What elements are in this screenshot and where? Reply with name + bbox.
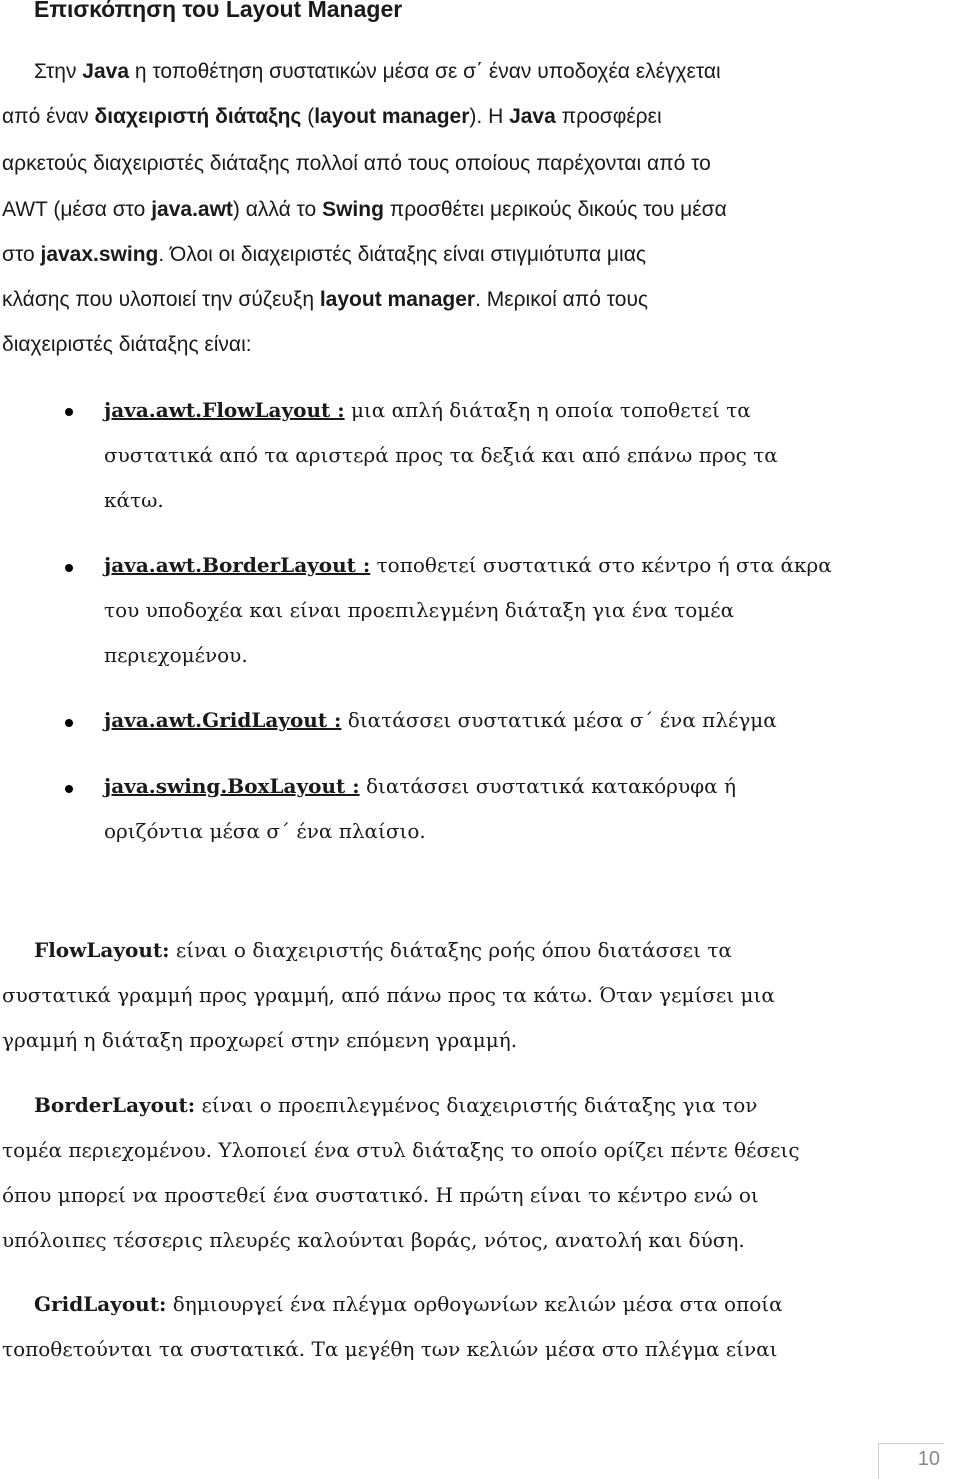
bullet-borderlayout-line-2: του υποδοχέα και είναι προεπιλεγμένη διάταξη για ένα τομέα xyxy=(104,598,735,622)
page-number-rule xyxy=(878,1443,944,1444)
intro-line-5: στο javax.swing. Όλοι οι διαχειριστές διάταξης είναι στιγμιότυπα μιας xyxy=(2,243,646,266)
borderlayout-paragraph-line-4: υπόλοιπες τέσσερις πλευρές καλούνται βοράς, νότος, ανατολή και δύση. xyxy=(2,1228,745,1252)
flowlayout-paragraph-line-1: FlowLayout: είναι ο διαχειριστής διάταξης ροής όπου διατάσσει τα xyxy=(34,938,732,962)
bullet-dot xyxy=(65,564,73,572)
intro-line-4: AWT (μέσα στο java.awt) αλλά το Swing προσθέτει μερικούς δικούς του μέσα xyxy=(2,198,727,221)
bullet-dot xyxy=(65,785,73,793)
bullet-dot xyxy=(65,719,73,727)
flowlayout-paragraph-line-2: συστατικά γραμμή προς γραμμή, από πάνω προς τα κάτω. Όταν γεμίσει μια xyxy=(2,983,775,1007)
intro-line-2: από έναν διαχειριστή διάταξης (layout manager). Η Java προσφέρει xyxy=(2,105,662,128)
bullet-flowlayout-line-3: κάτω. xyxy=(104,488,164,512)
bullet-flowlayout: java.awt.FlowLayout : μια απλή διάταξη η οποία τοποθετεί τα xyxy=(104,398,751,422)
intro-line-6: κλάσης που υλοποιεί την σύζευξη layout manager. Μερικοί από τους xyxy=(2,288,649,311)
intro-line-3: αρκετούς διαχειριστές διάταξης πολλοί από τους οποίους παρέχονται από το xyxy=(2,152,711,175)
page-title: Επισκόπηση του Layout Manager xyxy=(34,0,403,22)
bullet-borderlayout: java.awt.BorderLayout : τοποθετεί συστατικά στο κέντρο ή στα άκρα xyxy=(104,553,832,577)
bullet-dot xyxy=(65,408,73,416)
borderlayout-paragraph-line-2: τομέα περιεχομένου. Υλοποιεί ένα στυλ διάταξης το οποίο ορίζει πέντε θέσεις xyxy=(2,1138,800,1162)
bullet-gridlayout: java.awt.GridLayout : διατάσσει συστατικά μέσα σ΄ ένα πλέγμα xyxy=(104,708,777,732)
bullet-borderlayout-line-3: περιεχομένου. xyxy=(104,643,248,667)
bullet-boxlayout: java.swing.BoxLayout : διατάσσει συστατικά κατακόρυφα ή xyxy=(104,774,736,798)
intro-line-7: διαχειριστές διάταξης είναι: xyxy=(2,333,252,356)
bullet-boxlayout-line-2: οριζόντια μέσα σ΄ ένα πλαίσιο. xyxy=(104,819,426,843)
flowlayout-paragraph-line-3: γραμμή η διάταξη προχωρεί στην επόμενη γραμμή. xyxy=(2,1028,518,1052)
borderlayout-paragraph-line-1: BorderLayout: είναι ο προεπιλεγμένος διαχειριστής διάταξης για τον xyxy=(34,1093,758,1117)
gridlayout-paragraph-line-1: GridLayout: δημιουργεί ένα πλέγμα ορθογωνίων κελιών μέσα στα οποία xyxy=(34,1292,783,1316)
borderlayout-paragraph-line-3: όπου μπορεί να προστεθεί ένα συστατικό. Η πρώτη είναι το κέντρο ενώ οι xyxy=(2,1183,759,1207)
page-number-divider xyxy=(878,1443,879,1479)
gridlayout-paragraph-line-2: τοποθετούνται τα συστατικά. Τα μεγέθη των κελιών μέσα στο πλέγμα είναι xyxy=(2,1337,778,1361)
intro-line-1: Στην Java η τοποθέτηση συστατικών μέσα σε σ΄ έναν υποδοχέα ελέγχεται xyxy=(34,60,721,83)
page-number: 10 xyxy=(917,1448,940,1470)
bullet-flowlayout-line-2: συστατικά από τα αριστερά προς τα δεξιά και από επάνω προς τα xyxy=(104,443,778,467)
